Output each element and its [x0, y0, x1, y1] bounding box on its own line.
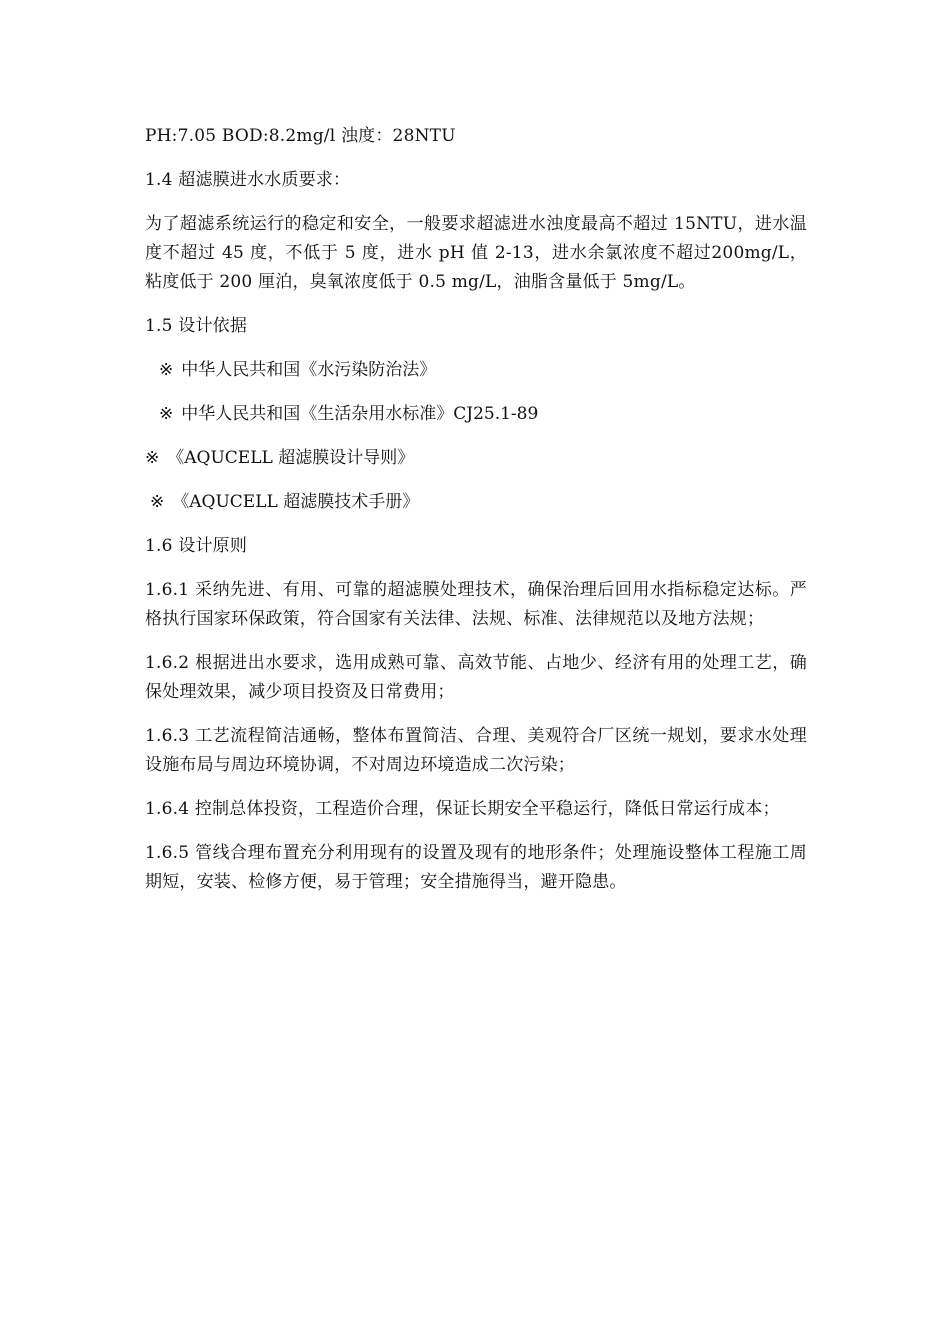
- design-basis-text: 《AQUCELL 超滤膜技术手册》: [172, 492, 420, 512]
- design-principle-2: 1.6.2 根据进出水要求，选用成熟可靠、高效节能、占地少、经济有用的处理工艺，确保处理效果，减少项目投资及日常费用；: [145, 653, 807, 702]
- design-principle-5: 1.6.5 管线合理布置充分利用现有的设置及现有的地形条件；处理施设整体工程施工周期短，安装、检修方便，易于管理；安全措施得当，避开隐患。: [145, 843, 807, 892]
- section-1-4-heading: 1.4 超滤膜进水水质要求：: [145, 170, 351, 190]
- design-basis-item: [145, 400, 807, 429]
- reference-mark-icon: ※: [150, 492, 165, 512]
- design-basis-text: 《AQUCELL 超滤膜设计导则》: [167, 448, 415, 468]
- document-body: [145, 122, 807, 912]
- design-basis-item: [145, 488, 807, 517]
- design-basis-text: 中华人民共和国《生活杂用水标准》CJ25.1-89: [181, 404, 539, 424]
- design-basis-item: [145, 356, 807, 385]
- reference-mark-icon: ※: [159, 404, 174, 424]
- design-principle-1: 1.6.1 采纳先进、有用、可靠的超滤膜处理技术，确保治理后回用水指标稳定达标。严格执行国家环保政策，符合国家有关法律、法规、标准、法律规范以及地方法规；: [145, 580, 807, 629]
- design-basis-item: [145, 444, 807, 473]
- water-quality-line: PH:7.05 BOD:8.2mg/l 浊度：28NTU: [145, 126, 456, 146]
- section-1-4-body: 为了超滤系统运行的稳定和安全，一般要求超滤进水浊度最高不超过 15NTU，进水温度不超过 45 度，不低于 5 度，进水 pH 值 2-13，进水余氯浓度不超过200mg/L，粘度低于 200 厘泊，臭氧浓度低于 0.5 mg/L，油脂含量低于 5mg/L。: [145, 214, 807, 292]
- reference-mark-icon: ※: [145, 448, 160, 468]
- design-principle-3: 1.6.3 工艺流程简洁通畅，整体布置简洁、合理、美观符合厂区统一规划，要求水处理设施布局与周边环境协调，不对周边环境造成二次污染；: [145, 726, 807, 775]
- section-1-5-heading: 1.5 设计依据: [145, 316, 248, 336]
- section-1-6-heading: 1.6 设计原则: [145, 536, 248, 556]
- reference-mark-icon: ※: [159, 360, 174, 380]
- design-basis-text: 中华人民共和国《水污染防治法》: [181, 360, 437, 380]
- design-principle-4: 1.6.4 控制总体投资，工程造价合理，保证长期安全平稳运行，降低日常运行成本；: [145, 799, 780, 819]
